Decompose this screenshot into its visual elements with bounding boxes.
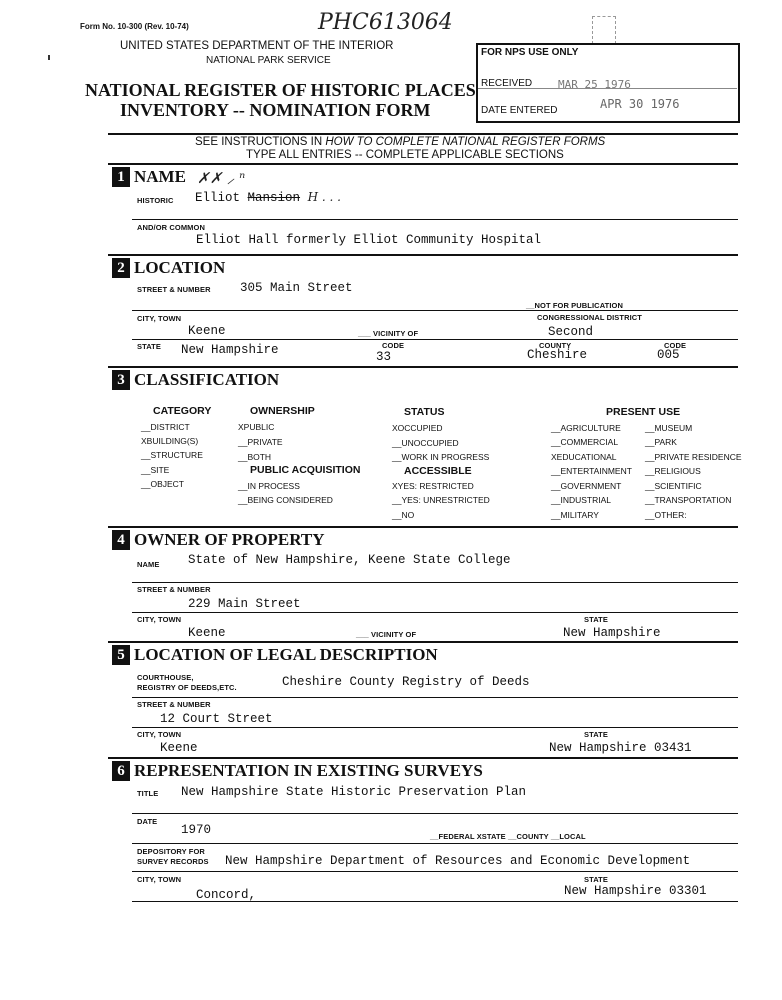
- street-label: STREET & NUMBER: [137, 285, 211, 294]
- instructions-line1: [195, 136, 605, 148]
- owner-name-label: NAME: [137, 560, 160, 569]
- category-option: __STRUCTURE: [141, 450, 203, 460]
- county-code-label: CODE: [664, 341, 687, 350]
- use-option: __TRANSPORTATION: [645, 495, 732, 505]
- owner-state-value: New Hampshire: [563, 626, 661, 640]
- section-rule: [108, 526, 738, 528]
- county-code: 005: [657, 348, 680, 362]
- category-option: __OBJECT: [141, 479, 184, 489]
- accessible-header: ACCESSIBLE: [404, 465, 472, 477]
- rule: [132, 582, 738, 583]
- city-value: Keene: [188, 324, 226, 338]
- category-option: __DISTRICT: [141, 422, 190, 432]
- acquisition-option: __IN PROCESS: [238, 481, 300, 491]
- use-option: XEDUCATIONAL: [551, 452, 617, 462]
- street-value: 305 Main Street: [240, 281, 353, 295]
- instructions-rule-top: [108, 133, 738, 135]
- stamp-mark: [592, 16, 616, 44]
- rule: [132, 727, 738, 728]
- section-title-owner: OWNER OF PROPERTY: [134, 530, 325, 549]
- nps-header: FOR NPS USE ONLY: [481, 47, 579, 58]
- rule: [132, 310, 738, 311]
- use-option: __INDUSTRIAL: [551, 495, 611, 505]
- section-title-classification: CLASSIFICATION: [134, 370, 280, 389]
- dept-line1: UNITED STATES DEPARTMENT OF THE INTERIOR: [120, 40, 394, 52]
- legal-city-label: CITY, TOWN: [137, 730, 182, 739]
- handwritten-correction: H . . .: [307, 190, 341, 204]
- rule: [132, 219, 738, 220]
- rule: [132, 697, 738, 698]
- category-option: __SITE: [141, 465, 170, 475]
- owner-street-label: STREET & NUMBER: [137, 585, 211, 594]
- category-header: CATEGORY: [153, 405, 212, 417]
- legal-city-value: Keene: [160, 741, 198, 755]
- common-value: Elliot Hall formerly Elliot Community Hospital: [196, 233, 542, 247]
- rule: [132, 901, 738, 902]
- legal-street-value: 12 Court Street: [160, 712, 273, 726]
- legal-state-value: New Hampshire 03431: [549, 741, 692, 755]
- courthouse-value: Cheshire County Registry of Deeds: [282, 675, 530, 689]
- use-option: __MUSEUM: [645, 423, 693, 433]
- depository-label-line2: SURVEY RECORDS: [137, 857, 209, 866]
- nps-use-box: [476, 43, 740, 123]
- section-number-5: 5: [112, 645, 130, 665]
- historic-name: Elliot: [195, 191, 241, 205]
- survey-date-label: DATE: [137, 817, 158, 826]
- survey-city-label: CITY, TOWN: [137, 875, 182, 884]
- ownership-header: OWNERSHIP: [250, 405, 315, 417]
- form-title-line2: INVENTORY -- NOMINATION FORM: [120, 100, 431, 120]
- common-label: AND/OR COMMON: [137, 223, 205, 232]
- survey-date-value: 1970: [181, 823, 212, 837]
- accessible-option: __NO: [392, 510, 415, 520]
- rule: [132, 612, 738, 613]
- date-entered-stamp: APR 30 1976: [600, 97, 680, 111]
- section-title-surveys: REPRESENTATION IN EXISTING SURVEYS: [134, 761, 483, 780]
- public-acquisition-header: PUBLIC ACQUISITION: [250, 464, 361, 476]
- use-option: __PRIVATE RESIDENCE: [645, 452, 742, 462]
- owner-vicinity-of: ___ VICINITY OF: [356, 630, 417, 639]
- historic-value: [195, 190, 341, 205]
- use-option: __ENTERTAINMENT: [551, 466, 632, 476]
- district-label: CONGRESSIONAL DISTRICT: [537, 313, 642, 322]
- rule: [132, 339, 738, 340]
- status-option: __UNOCCUPIED: [392, 438, 459, 448]
- received-label: RECEIVED: [481, 78, 533, 89]
- owner-street-value: 229 Main Street: [188, 597, 301, 611]
- courthouse-label-line1: COURTHOUSE,: [137, 673, 194, 682]
- county-label: COUNTY: [539, 341, 572, 350]
- form-title-line1: NATIONAL REGISTER OF HISTORIC PLACES: [85, 80, 476, 100]
- courthouse-label-line2: REGISTRY OF DEEDS,ETC.: [137, 683, 237, 692]
- instructions-prefix: SEE INSTRUCTIONS IN: [195, 136, 326, 148]
- status-option: XOCCUPIED: [392, 423, 443, 433]
- ownership-option: __BOTH: [238, 452, 272, 462]
- district-value: Second: [548, 325, 594, 339]
- status-header: STATUS: [404, 406, 445, 418]
- city-label: CITY, TOWN: [137, 314, 182, 323]
- depository-value: New Hampshire Department of Resources and Economic Development: [225, 854, 691, 868]
- historic-struck: Mansion: [247, 191, 301, 205]
- section-number-4: 4: [112, 530, 130, 550]
- acquisition-option: __BEING CONSIDERED: [238, 495, 333, 505]
- present-use-header: PRESENT USE: [606, 406, 681, 418]
- state-label: STATE: [137, 342, 161, 351]
- survey-city-value: Concord,: [196, 888, 257, 902]
- instructions-line2: TYPE ALL ENTRIES -- COMPLETE APPLICABLE SECTIONS: [246, 149, 564, 161]
- date-entered-label: DATE ENTERED: [481, 105, 558, 116]
- use-option: __RELIGIOUS: [645, 466, 701, 476]
- nps-box-divider: [478, 88, 737, 89]
- legal-street-label: STREET & NUMBER: [137, 700, 211, 709]
- owner-name-value: State of New Hampshire, Keene State College: [188, 553, 511, 567]
- instructions-rule-bottom: [108, 163, 738, 165]
- owner-city-value: Keene: [188, 626, 226, 640]
- margin-mark: [48, 55, 50, 60]
- survey-title-label: TITLE: [137, 789, 159, 798]
- form-number: Form No. 10-300 (Rev. 10-74): [80, 22, 189, 31]
- accessible-option: XYES: RESTRICTED: [392, 481, 474, 491]
- ownership-option: XPUBLIC: [238, 422, 275, 432]
- vicinity-of: ___ VICINITY OF: [358, 329, 419, 338]
- survey-state-label: STATE: [584, 875, 608, 884]
- section-number-3: 3: [112, 370, 130, 390]
- code-label: CODE: [382, 341, 405, 350]
- category-option: XBUILDING(S): [141, 436, 199, 446]
- owner-state-label: STATE: [584, 615, 608, 624]
- rule: [132, 813, 738, 814]
- survey-state-value: New Hampshire 03301: [564, 884, 707, 898]
- rule: [132, 871, 738, 872]
- use-option: __MILITARY: [551, 510, 599, 520]
- depository-label-line1: DEPOSITORY FOR: [137, 847, 205, 856]
- section-number-2: 2: [112, 258, 130, 278]
- section-title-legal-description: LOCATION OF LEGAL DESCRIPTION: [134, 645, 438, 664]
- status-option: __WORK IN PROGRESS: [392, 452, 490, 462]
- use-option: __SCIENTIFIC: [645, 481, 702, 491]
- section-title-location: LOCATION: [134, 258, 226, 277]
- section-number-1: 1: [112, 167, 130, 187]
- state-value: New Hampshire: [181, 343, 279, 357]
- section-rule: [108, 641, 738, 643]
- rule: [132, 843, 738, 844]
- survey-title-value: New Hampshire State Historic Preservation Plan: [181, 785, 527, 799]
- handwritten-id: PHC613064: [318, 10, 453, 35]
- use-option: __PARK: [645, 437, 677, 447]
- received-stamp: MAR 25 1976: [558, 78, 631, 91]
- section-rule: [108, 366, 738, 368]
- state-code: 33: [376, 350, 392, 364]
- use-option: __OTHER:: [645, 510, 687, 520]
- not-for-publication: __NOT FOR PUBLICATION: [526, 301, 623, 310]
- section-rule: [108, 757, 738, 759]
- section-rule: [108, 254, 738, 256]
- instructions-italic: HOW TO COMPLETE NATIONAL REGISTER FORMS: [325, 136, 606, 148]
- owner-city-label: CITY, TOWN: [137, 615, 182, 624]
- legal-state-label: STATE: [584, 730, 608, 739]
- dept-line2: NATIONAL PARK SERVICE: [206, 55, 331, 66]
- county-value: Cheshire: [527, 348, 588, 362]
- section-title-name: NAME: [134, 167, 186, 186]
- use-option: __GOVERNMENT: [551, 481, 622, 491]
- handwritten-mark: ✗✗ ⸝ ⁿ: [197, 169, 246, 187]
- survey-level-options: __FEDERAL XSTATE __COUNTY __LOCAL: [430, 832, 586, 841]
- ownership-option: __PRIVATE: [238, 437, 283, 447]
- historic-label: HISTORIC: [137, 196, 174, 205]
- use-option: __COMMERCIAL: [551, 437, 619, 447]
- accessible-option: __YES: UNRESTRICTED: [392, 495, 490, 505]
- section-number-6: 6: [112, 761, 130, 781]
- use-option: __AGRICULTURE: [551, 423, 621, 433]
